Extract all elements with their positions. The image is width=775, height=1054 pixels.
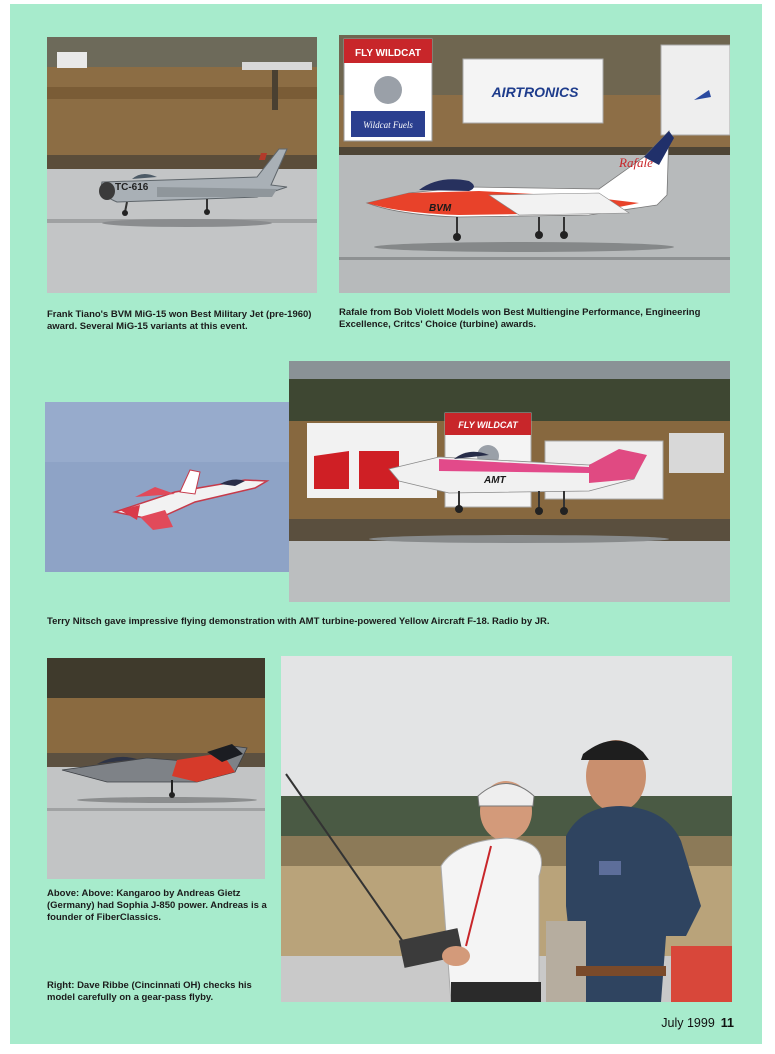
photo-ribbe xyxy=(281,656,732,1002)
wildcat-sign-2-text: FLY WILDCAT xyxy=(458,420,518,430)
wildcat-sign-text: FLY WILDCAT xyxy=(355,48,421,59)
caption-mig15 xyxy=(47,309,317,333)
rafale-body-text: BVM xyxy=(429,203,452,214)
f18-flight-art xyxy=(45,402,305,572)
kangaroo-photo-art xyxy=(47,658,265,879)
caption-kangaroo-text: Above: Above: Kangaroo by Andreas Gietz (Germany) had Sophia J-850 power. Andreas is a founder of FiberClassics. xyxy=(47,888,267,923)
mig15-photo-art xyxy=(47,37,317,293)
airtronics-sign-text: AIRTRONICS xyxy=(491,84,579,100)
caption-mig15-text: Frank Tiano's BVM MiG-15 won Best Military Jet (pre-1960) award. Several MiG-15 variants at this event. xyxy=(47,309,312,332)
caption-f18-text: Terry Nitsch gave impressive flying demonstration with AMT turbine-powered Yellow Aircraft F-18. Radio by JR. xyxy=(47,616,550,627)
photo-rafale xyxy=(339,35,730,293)
rafale-tail-text: Rafale xyxy=(619,155,653,170)
caption-rafale xyxy=(339,307,731,331)
rafale-photo-art xyxy=(339,35,730,293)
photo-f18-flight xyxy=(45,402,305,572)
mig-code-text: TC-616 xyxy=(115,182,149,193)
photo-f18-runway xyxy=(289,361,730,602)
photo-mig15 xyxy=(47,37,317,293)
caption-rafale-text: Rafale from Bob Violett Models won Best Multiengine Performance, Engineering Excellence, Critcs' Choice (turbine) awards. xyxy=(339,307,701,330)
magazine-page xyxy=(10,4,762,1044)
page-footer xyxy=(661,1016,734,1030)
issue-date: July 1999 xyxy=(661,1016,715,1030)
amt-body-text: AMT xyxy=(484,475,506,486)
caption-kangaroo xyxy=(47,888,267,924)
page-number: 11 xyxy=(720,1016,734,1030)
ribbe-photo-art xyxy=(281,656,732,1002)
wildcat-fuels-text: Wildcat Fuels xyxy=(363,120,413,130)
caption-f18 xyxy=(47,616,737,628)
caption-ribbe-text: Right: Dave Ribbe (Cincinnati OH) checks his model carefully on a gear-pass flyby. xyxy=(47,980,252,1003)
f18-runway-art xyxy=(289,361,730,602)
photo-kangaroo xyxy=(47,658,265,879)
caption-ribbe xyxy=(47,980,267,1004)
